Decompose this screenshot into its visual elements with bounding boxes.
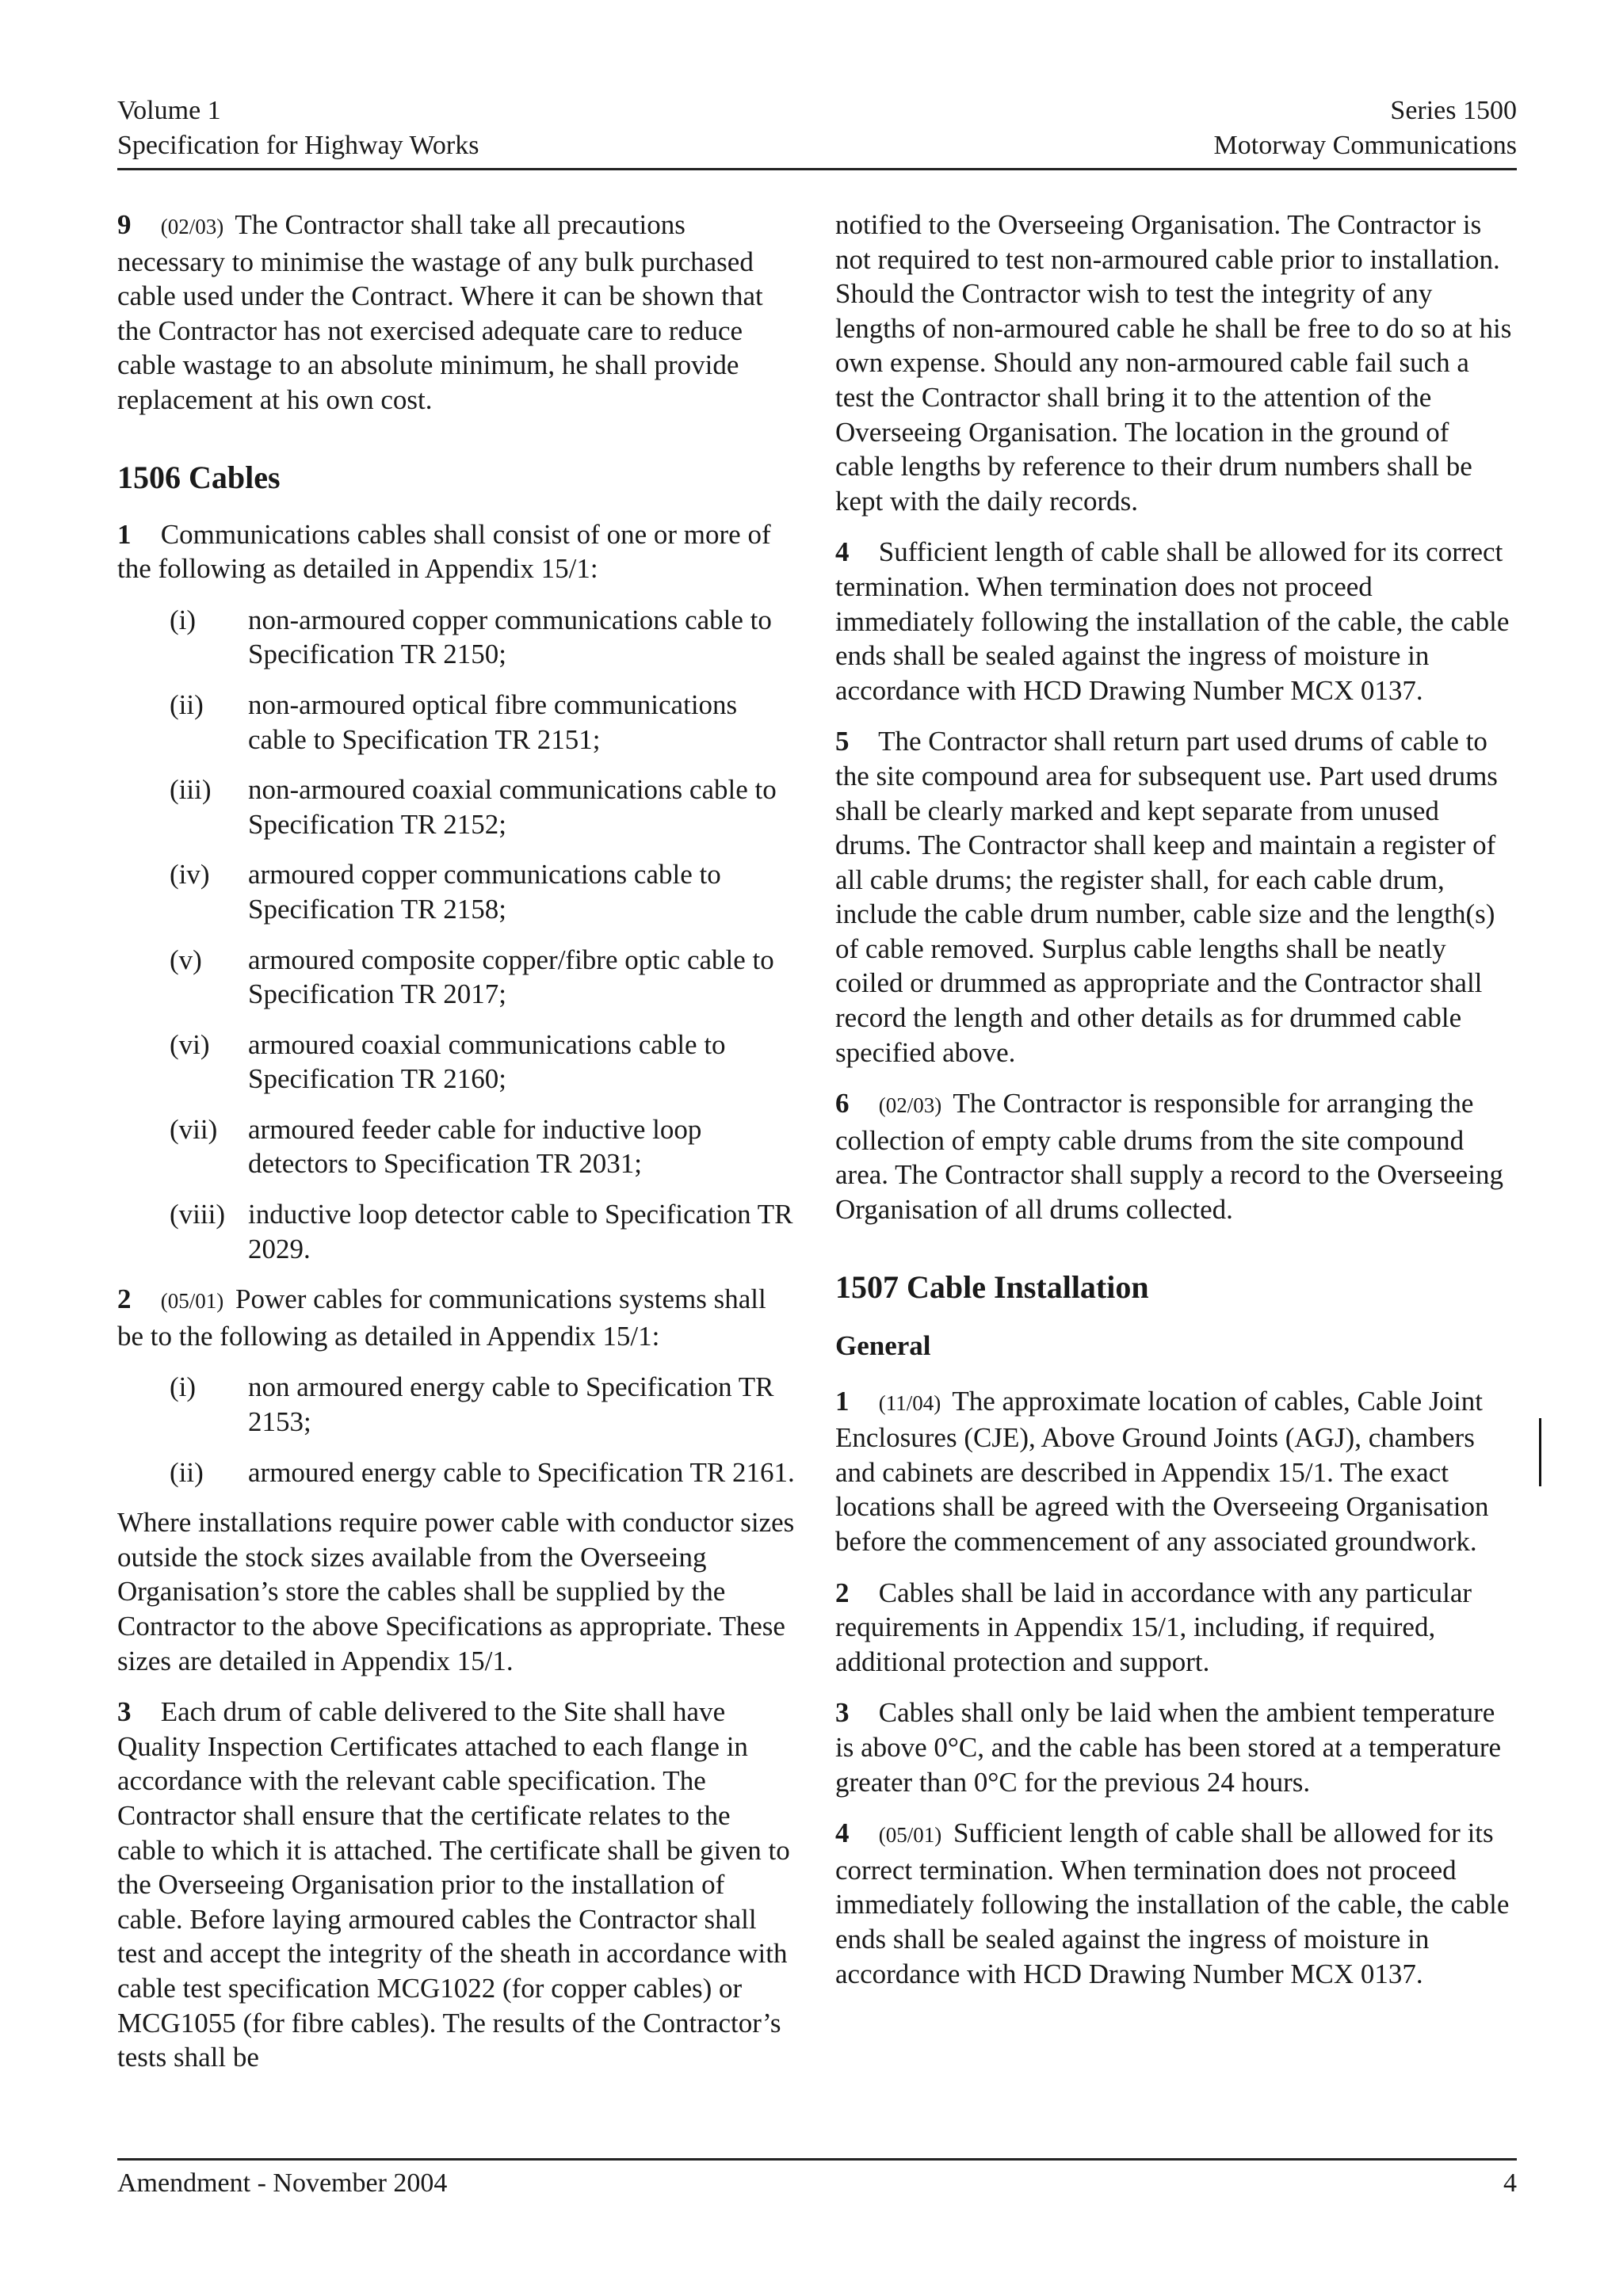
section-heading-1507: 1507 Cable Installation (835, 1268, 1149, 1305)
clause-number: 4 (835, 1817, 850, 1849)
list-text: non-armoured coaxial communications cable to Specification TR 2152; (248, 774, 777, 840)
header-right (1214, 93, 1517, 163)
amendment-date: (05/01) (878, 1823, 942, 1848)
clause-1506-3-continuation: notified to the Overseeing Organisation. The Contractor is not required to test non-armoured cable prior to installation. Should the Contractor wish to test the integrity of any lengths of non-armoured cable he shall be free to do so at his own expense. Should any non-armoured cable fail such a test the Contractor shall bring it to the attention of the Overseeing Organisation. The location in the ground of cable lengths by reference to their drum numbers shall be kept with the daily records. (835, 209, 1512, 517)
list-item (117, 1112, 795, 1181)
clause-number: 4 (835, 536, 850, 568)
clause-1506-4 (835, 535, 1513, 707)
list-item (117, 1028, 795, 1097)
footer-amendment: Amendment - November 2004 (117, 2168, 448, 2198)
list-item (117, 1370, 795, 1439)
clause-text: Cables shall be laid in accordance with any particular requirements in Appendix 15/1, including, if required, additional protection and support. (835, 1577, 1472, 1677)
amendment-date: (11/04) (878, 1390, 941, 1415)
clause-1505-9 (117, 208, 795, 418)
left-column (117, 208, 795, 2092)
list-marker: (iv) (170, 859, 210, 891)
footer-rule (117, 2158, 1517, 2161)
amendment-date: (05/01) (160, 1289, 224, 1314)
list-text: armoured composite copper/fibre optic cable to Specification TR 2017; (248, 944, 774, 1010)
clause-number: 3 (117, 1696, 132, 1728)
amendment-date: (02/03) (160, 215, 224, 238)
subheading-general: General (835, 1329, 931, 1361)
header-volume: Volume 1 (117, 96, 221, 125)
list-text: armoured coaxial communications cable to Specification TR 2160; (248, 1028, 726, 1095)
clause-number: 6 (835, 1088, 850, 1119)
list-marker: (vii) (170, 1113, 218, 1145)
right-column (835, 208, 1513, 2008)
amendment-change-bar (1539, 1418, 1541, 1486)
list-item (117, 688, 795, 757)
list-item (117, 943, 795, 1012)
list-text: armoured feeder cable for inductive loop detectors to Specification TR 2031; (248, 1113, 702, 1180)
clause-text: Sufficient length of cable shall be allowed for its correct termination. When termination does not proceed immediately following the installation of the cable, the cable ends shall be sealed against the ingress of moisture in accordance with HCD Drawing Number MCX 0137. (835, 536, 1510, 706)
clause-text: Communications cables shall consist of one or more of the following as detailed in Appendix 15/1: (117, 518, 771, 585)
list-item (117, 1455, 795, 1490)
header-series: Series 1500 (1390, 96, 1517, 125)
clause-1506-6 (835, 1086, 1513, 1226)
list-item (117, 603, 795, 672)
clause-text: Sufficient length of cable shall be allowed for its correct termination. When termination does not proceed immediately following the installation of the cable, the cable ends shall be sealed against the ingress of moisture in accordance with HCD Drawing Number MCX 0137. (835, 1817, 1510, 1989)
clause-number: 1 (835, 1385, 850, 1417)
clause-1506-3 (117, 1695, 795, 2075)
clause-number: 2 (835, 1577, 850, 1608)
list-marker: (ii) (170, 688, 204, 720)
clause-text: The Contractor shall take all precautions necessary to minimise the wastage of any bulk purchased cable used under the Contract. Where it can be shown that the Contractor has not exercised adequate care to reduce cable wastage to an absolute minimum, he shall provide replacement at his own cost. (117, 209, 763, 415)
clause-1507-3 (835, 1695, 1513, 1799)
clause-text: Each drum of cable delivered to the Site shall have Quality Inspection Certificates attached to each flange in accordance with the relevant cable specification. The Contractor shall ensure that the certificate relates to the cable to which it is attached. The certificate shall be given to the Overseeing Organisation prior to the installation of cable. Before laying armoured cables the Contractor shall test and accept the integrity of the sheath in accordance with cable test specification MCG1022 (for copper cables) or MCG1055 (for fibre cables). The results of the Contractor’s tests shall be (117, 1696, 790, 2073)
list-marker: (i) (170, 1371, 197, 1403)
clause-text: Power cables for communications systems shall be to the following as detailed in Appendix 15/1: (117, 1283, 766, 1352)
header-series-title: Motorway Communications (1213, 131, 1517, 160)
list-text: inductive loop detector cable to Specification TR 2029. (248, 1199, 793, 1264)
clause-text: Cables shall only be laid when the ambient temperature is above 0°C, and the cable has been stored at a temperature greater than 0°C for the previous 24 hours. (835, 1697, 1502, 1798)
clause-1507-2 (835, 1576, 1513, 1680)
clause-1506-2 (117, 1282, 795, 1353)
list-text: non-armoured optical fibre communications cable to Specification TR 2151; (248, 688, 738, 755)
list-marker: (iii) (170, 774, 212, 806)
list-marker: (v) (170, 944, 202, 975)
clause-number: 2 (117, 1283, 132, 1315)
clause-1507-1 (835, 1384, 1513, 1559)
header-spec-title: Specification for Highway Works (117, 131, 479, 160)
list-marker: (ii) (170, 1456, 204, 1488)
clause-1506-2-continuation: Where installations require power cable with conductor sizes outside the stock sizes available from the Overseeing Organisation’s store the cables shall be supplied by the Contractor to the above Specifications as appropriate. These sizes are detailed in Appendix 15/1. (117, 1507, 795, 1676)
list-text: armoured copper communications cable to Specification TR 2158; (248, 859, 721, 925)
clause-1506-5 (835, 724, 1513, 1070)
list-text: armoured energy cable to Specification TR 2161. (248, 1456, 795, 1488)
list-item (117, 1197, 795, 1266)
list-text: non-armoured copper communications cable to Specification TR 2150; (248, 604, 772, 670)
clause-1507-4 (835, 1816, 1513, 1991)
amendment-date: (02/03) (878, 1093, 942, 1118)
clause-text: The Contractor is responsible for arranging the collection of empty cable drums from the site compound area. The Contractor shall supply a record to the Overseeing Organisation of all drums collected. (835, 1088, 1503, 1226)
clause-number: 5 (835, 726, 850, 757)
clause-number: 9 (117, 209, 132, 240)
clause-number: 3 (835, 1697, 850, 1729)
list-item (117, 857, 795, 926)
clause-1506-1 (117, 517, 795, 586)
list-item (117, 772, 795, 841)
clause-number: 1 (117, 518, 132, 550)
list-marker: (i) (170, 604, 197, 635)
header-left (117, 93, 479, 163)
section-heading-1506: 1506 Cables (117, 459, 281, 495)
header-rule (117, 168, 1517, 170)
clause-text: The approximate location of cables, Cable Joint Enclosures (CJE), Above Ground Joints (AGJ), chambers and cabinets are described in Appendix 15/1. The exact locations shall be agreed with the Overseeing Organisation before the commencement of any associated groundwork. (835, 1385, 1489, 1557)
clause-text: The Contractor shall return part used drums of cable to the site compound area for subsequent use. Part used drums shall be clearly marked and kept separate from unused drums. The Contractor shall keep and maintain a register of all cable drums; the register shall, for each cable drum, include the cable drum number, cable size and the length(s) of cable removed. Surplus cable lengths shall be neatly coiled or drummed as appropriate and the Contractor shall record the length and other details as for drummed cable specified above. (835, 726, 1498, 1068)
list-marker: (viii) (170, 1199, 225, 1230)
page-number: 4 (1503, 2168, 1517, 2198)
list-text: non armoured energy cable to Specification TR 2153; (248, 1371, 774, 1438)
list-marker: (vi) (170, 1028, 210, 1060)
